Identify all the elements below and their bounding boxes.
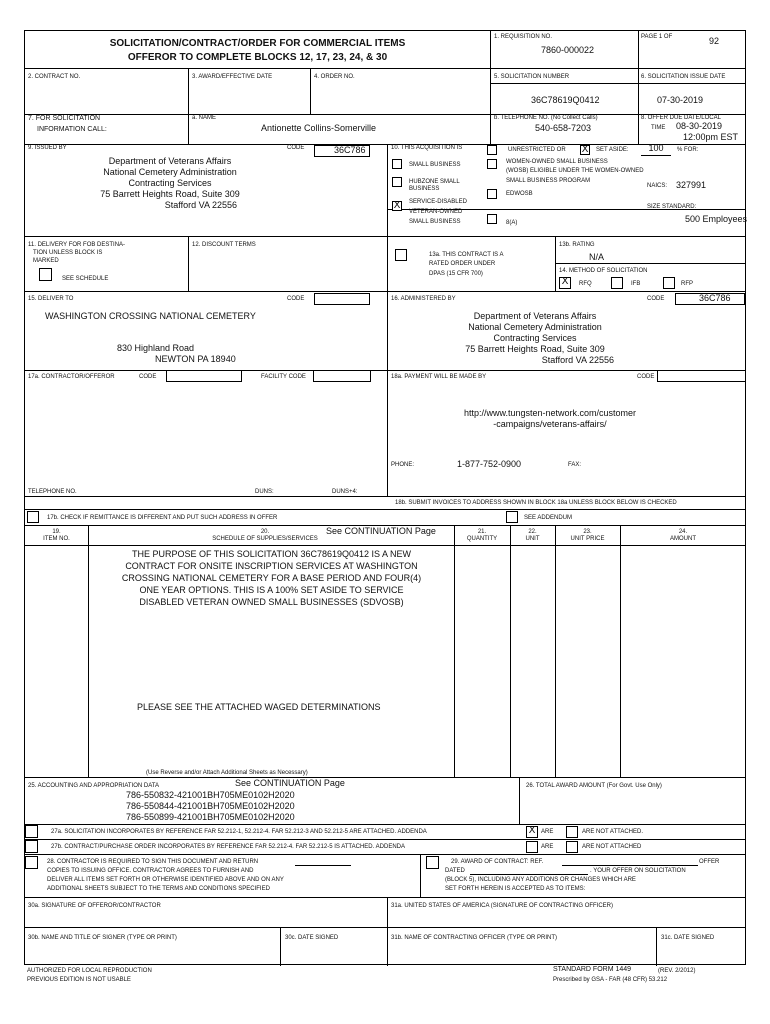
signer-name-label: 30b. NAME AND TITLE OF SIGNER (TYPE OR PRINT): [28, 935, 177, 941]
small-business-checkbox[interactable]: [392, 159, 402, 169]
administered-by-line5: Stafford VA 22556: [541, 355, 614, 365]
8a-label: 8(A): [506, 220, 518, 226]
set-aside-label: SET ASIDE:: [596, 147, 629, 153]
accounting-see-continuation: See CONTINUATION Page: [235, 778, 345, 788]
29-checkbox[interactable]: [426, 856, 439, 869]
col-unit-price-num: 23.: [583, 529, 592, 535]
method-label: 14. METHOD OF SOLICITATION: [559, 268, 648, 274]
sdvosb-checkbox[interactable]: X: [393, 200, 401, 211]
administered-by-code: 36C786: [699, 293, 731, 303]
footer-previous-edition: PREVIOUS EDITION IS NOT USABLE: [27, 977, 131, 983]
administered-by-line1: Department of Veterans Affairs: [473, 311, 597, 321]
29-offer: OFFER: [699, 859, 720, 865]
schedule-line1: THE PURPOSE OF THIS SOLICITATION 36C78619Q0412 IS A NEW: [131, 549, 412, 559]
sdvosb-label3: SMALL BUSINESS: [409, 219, 461, 225]
deliver-to-line1: WASHINGTON CROSSING NATIONAL CEMETERY: [45, 311, 256, 321]
hubzone-checkbox[interactable]: [392, 177, 402, 187]
facility-code-label: FACILITY CODE: [261, 374, 306, 380]
discount-terms-label: 12. DISCOUNT TERMS: [192, 242, 256, 248]
deliver-to-label: 15. DELIVER TO: [28, 296, 74, 302]
form-title-line2: OFFEROR TO COMPLETE BLOCKS 12, 17, 23, 24, & 30: [127, 52, 388, 63]
signature-offeror-label: 30a. SIGNATURE OF OFFEROR/CONTRACTOR: [28, 903, 161, 909]
telephone-no-label: TELEPHONE NO.: [28, 489, 77, 495]
col-unit-label: UNIT: [525, 536, 540, 542]
rated-order-checkbox[interactable]: [395, 249, 407, 261]
footer-authorized: AUTHORIZED FOR LOCAL REPRODUCTION: [27, 968, 152, 974]
award-date-label: 3. AWARD/EFFECTIVE DATE: [192, 74, 273, 80]
col-item-label: ITEM NO.: [43, 536, 70, 542]
issued-by-code: 36C786: [334, 145, 366, 155]
offer-due-label2: TIME: [651, 125, 666, 131]
ifb-checkbox[interactable]: [611, 277, 623, 289]
col-quantity-num: 21.: [477, 529, 487, 535]
edwosb-checkbox[interactable]: [487, 189, 497, 199]
see-addendum-checkbox[interactable]: [506, 511, 518, 523]
ifb-label: IFB: [631, 281, 641, 287]
form-title-line1: SOLICITATION/CONTRACT/ORDER FOR COMMERCIAL ITEMS: [109, 38, 406, 49]
fob-label2: TION UNLESS BLOCK IS: [33, 250, 103, 256]
27b-checkbox[interactable]: [25, 840, 38, 853]
payment-phone-label: PHONE:: [391, 462, 415, 468]
acquisition-label: 10. THIS ACQUISITION IS: [391, 145, 463, 151]
deliver-to-code-label: CODE: [287, 296, 305, 302]
sdvosb-label2: VETERAN-OWNED: [409, 209, 463, 215]
27b-are-label: ARE: [541, 844, 554, 850]
rating-value: N/A: [589, 252, 605, 262]
col-schedule-label: SCHEDULE OF SUPPLIES/SERVICES: [212, 536, 318, 542]
see-schedule-checkbox[interactable]: [39, 268, 52, 281]
28-line1: 28. CONTRACTOR IS REQUIRED TO SIGN THIS DOCUMENT AND RETURN: [47, 859, 259, 865]
set-aside-percent: 100: [648, 143, 664, 153]
payment-url-line1[interactable]: http://www.tungsten-network.com/customer: [463, 408, 637, 418]
footer-revision: (REV. 2/2012): [658, 968, 696, 974]
footer-prescribed: Prescribed by GSA - FAR (48 CFR) 53.212: [553, 977, 668, 983]
payment-fax-label: FAX:: [568, 462, 582, 468]
rfp-checkbox[interactable]: [663, 277, 675, 289]
accounting-line3: 786-550899-421001BH705ME0102H2020: [126, 812, 295, 822]
deliver-to-line2: 830 Highland Road: [117, 343, 195, 353]
schedule-line5: DISABLED VETERAN OWNED SMALL BUSINESSES (SDVOSB): [139, 597, 404, 607]
schedule-line3: CROSSING NATIONAL CEMETERY FOR A BASE PERIOD AND FOUR(4): [121, 573, 422, 583]
col-schedule-see-continuation: See CONTINUATION Page: [326, 526, 436, 536]
solicitation-form: [24, 30, 746, 965]
29-line3: (BLOCK 5), INCLUDING ANY ADDITIONS OR CHANGES WHICH ARE: [445, 877, 636, 883]
col-amount-label: AMOUNT: [670, 536, 696, 542]
issued-by-code-label: CODE: [287, 145, 305, 151]
officer-name-label: 31b. NAME OF CONTRACTING OFFICER (TYPE OR PRINT): [391, 935, 558, 941]
size-standard-value: 500 Employees: [685, 214, 748, 224]
col-schedule-num: 20.: [260, 529, 270, 535]
rfp-label: RFP: [681, 281, 693, 287]
27b-not-attached-label: ARE NOT ATTACHED: [582, 844, 642, 850]
schedule-line4: ONE YEAR OPTIONS. THIS IS A 100% SET ASIDE TO SERVICE: [139, 585, 404, 595]
28-line3: DELIVER ALL ITEMS SET FORTH OR OTHERWISE IDENTIFIED ABOVE AND ON ANY: [47, 877, 284, 883]
deliver-to-line3: NEWTON PA 18940: [155, 354, 236, 364]
info-call-label2: INFORMATION CALL:: [37, 126, 107, 133]
rfq-label: RFQ: [579, 281, 592, 287]
duns4-label: DUNS+4:: [332, 489, 358, 495]
wosb-checkbox[interactable]: [487, 159, 497, 169]
set-aside-checkbox[interactable]: X: [581, 144, 589, 155]
issued-by-line3: Contracting Services: [128, 178, 212, 188]
requisition-value: 7860-000022: [541, 45, 595, 55]
col-unit-num: 22.: [528, 529, 537, 535]
see-schedule-label: SEE SCHEDULE: [62, 276, 109, 282]
issued-by-line1: Department of Veterans Affairs: [108, 156, 232, 166]
solicitation-number-label: 5. SOLICITATION NUMBER: [494, 74, 570, 80]
accounting-line1: 786-550832-421001BH705ME0102H2020: [126, 790, 295, 800]
size-standard-label: SIZE STANDARD:: [647, 204, 697, 210]
footer-standard-form: STANDARD FORM 1449: [553, 966, 632, 973]
schedule-reverse-note: (Use Reverse and/or Attach Additional Sheets as Necessary): [146, 770, 308, 776]
col-amount-num: 24.: [678, 529, 688, 535]
accounting-label: 25. ACCOUNTING AND APPROPRIATION DATA: [28, 783, 160, 789]
issued-by-line4: 75 Barrett Heights Road, Suite 309: [100, 189, 240, 199]
8a-checkbox[interactable]: [487, 214, 497, 224]
administered-by-code-label: CODE: [647, 296, 665, 302]
issued-by-line5: Stafford VA 22556: [164, 200, 237, 210]
wosb-label3: SMALL BUSINESS PROGRAM: [506, 178, 591, 184]
issue-date: 07-30-2019: [657, 95, 704, 105]
percent-for-label: % FOR:: [677, 147, 699, 153]
signature-officer-label: 31a. UNITED STATES OF AMERICA (SIGNATURE OF CONTRACTING OFFICER): [391, 903, 614, 909]
rated-order-label3: DPAS (15 CFR 700): [429, 271, 483, 277]
signer-date-label: 30c. DATE SIGNED: [285, 935, 339, 941]
see-addendum-label: SEE ADDENDUM: [524, 515, 573, 521]
duns-label: DUNS:: [255, 489, 274, 495]
info-call-label1: 7. FOR SOLICITATION: [28, 115, 101, 122]
contractor-code-label: CODE: [139, 374, 157, 380]
page-label: PAGE 1 OF: [641, 34, 673, 40]
rating-label: 13b. RATING: [559, 242, 595, 248]
contractor-label: 17a. CONTRACTOR/OFFEROR: [28, 374, 115, 380]
administered-by-line3: Contracting Services: [493, 333, 577, 343]
28-line2: COPIES TO ISSUING OFFICE. CONTRACTOR AGREES TO FURNISH AND: [47, 868, 254, 874]
offer-due-date: 08-30-2019: [676, 121, 723, 131]
remittance-label: 17b. CHECK IF REMITTANCE IS DIFFERENT AND PUT SUCH ADDRESS IN OFFER: [47, 515, 278, 521]
wosb-label1: WOMEN-OWNED SMALL BUSINESS: [506, 159, 608, 165]
payment-code-label: CODE: [637, 374, 655, 380]
contractor-code-box[interactable]: [166, 370, 242, 382]
administered-by-line4: 75 Barrett Heights Road, Suite 309: [465, 344, 605, 354]
col-unit-price-label: UNIT PRICE: [570, 536, 605, 542]
small-business-label: SMALL BUSINESS: [409, 162, 461, 168]
administered-by-line2: National Cemetery Administration: [468, 322, 602, 332]
administered-by-label: 16. ADMINISTERED BY: [391, 296, 456, 302]
hubzone-label2: BUSINESS: [409, 186, 440, 192]
27a-not-attached-checkbox[interactable]: [566, 826, 578, 838]
27b-not-attached-checkbox[interactable]: [566, 841, 578, 853]
officer-date-label: 31c. DATE SIGNED: [661, 935, 715, 941]
remittance-checkbox[interactable]: [27, 511, 39, 523]
29-line1: 29. AWARD OF CONTRACT: REF.: [451, 859, 544, 865]
accounting-line2: 786-550844-421001BH705ME0102H2020: [126, 801, 295, 811]
rated-order-label2: RATED ORDER UNDER: [429, 261, 496, 267]
offer-due-time: 12:00pm EST: [683, 132, 739, 142]
sdvosb-label1: SERVICE-DISABLED: [409, 199, 467, 205]
submit-invoices-label: 18b. SUBMIT INVOICES TO ADDRESS SHOWN IN BLOCK 18a UNLESS BLOCK BELOW IS CHECKED: [395, 500, 677, 506]
col-quantity-label: QUANTITY: [466, 536, 498, 542]
contact-name: Antionette Collins-Somerville: [261, 123, 377, 133]
27a-not-attached-label: ARE NOT ATTACHED.: [582, 829, 644, 835]
issued-by-label: 9. ISSUED BY: [28, 145, 67, 151]
offer-due-label1: 8. OFFER DUE DATE/LOCAL: [641, 115, 721, 121]
schedule-wage-note: PLEASE SEE THE ATTACHED WAGED DETERMINATIONS: [137, 702, 381, 712]
29-line2: DATED: [445, 868, 465, 874]
payment-label: 18a. PAYMENT WILL BE MADE BY: [391, 374, 487, 380]
27a-are-checkbox[interactable]: X: [526, 826, 538, 838]
telephone-label: b. TELEPHONE NO. (No Collect Calls): [494, 115, 598, 121]
wosb-label2: (WOSB) ELIGIBLE UNDER THE WOMEN-OWNED: [506, 168, 644, 174]
page-count: 92: [709, 36, 720, 46]
payment-code-box: [657, 370, 746, 382]
col-item-num: 19.: [52, 529, 61, 535]
solicitation-number: 36C78619Q0412: [531, 95, 600, 105]
28-line4: ADDITIONAL SHEETS SUBJECT TO THE TERMS AND CONDITIONS SPECIFIED: [47, 886, 270, 892]
27b-label: 27b. CONTRACT/PURCHASE ORDER INCORPORATES BY REFERENCE FAR 52.212-4. FAR 52.212-5 IS ATTACHED. ADDENDA: [51, 844, 405, 850]
schedule-line2: CONTRACT FOR ONSITE INSCRIPTION SERVICES AT WASHINGTON: [125, 561, 418, 571]
fob-label3: MARKED: [33, 258, 59, 264]
27a-label: 27a. SOLICITATION INCORPORATES BY REFERENCE FAR 52.212-1, 52.212-4. FAR 52.212-3 AND 52.212-5 ARE ATTACHED. ADDENDA: [51, 829, 427, 835]
edwosb-label: EDWOSB: [506, 191, 533, 197]
27b-are-checkbox[interactable]: [526, 841, 538, 853]
issue-date-label: 6. SOLICITATION ISSUE DATE: [641, 74, 726, 80]
facility-code-box[interactable]: [313, 370, 371, 382]
contact-phone: 540-658-7203: [535, 123, 592, 133]
deliver-to-code-box: [314, 293, 370, 305]
27a-are-label: ARE: [541, 829, 554, 835]
requisition-label: 1. REQUISITION NO.: [494, 34, 553, 40]
hubzone-label1: HUBZONE SMALL: [409, 179, 460, 185]
total-award-label: 26. TOTAL AWARD AMOUNT (For Govt. Use Only): [526, 783, 662, 789]
issued-by-line2: National Cemetery Administration: [103, 167, 237, 177]
unrestricted-checkbox[interactable]: [487, 145, 497, 155]
27a-checkbox[interactable]: [25, 825, 38, 838]
rated-order-label1: 13a. THIS CONTRACT IS A: [429, 252, 504, 258]
naics-value: 327991: [676, 180, 707, 190]
order-no-label: 4. ORDER NO.: [314, 74, 355, 80]
28-checkbox[interactable]: [25, 856, 38, 869]
fob-label1: 11. DELIVERY FOR FOB DESTINA-: [28, 242, 126, 248]
rfq-checkbox[interactable]: X: [559, 277, 571, 289]
29-line4: SET FORTH HEREIN IS ACCEPTED AS TO ITEMS:: [445, 886, 586, 892]
unrestricted-label: UNRESTRICTED OR: [508, 147, 566, 153]
payment-phone: 1-877-752-0900: [457, 459, 522, 469]
name-label: a. NAME: [192, 115, 217, 121]
naics-label: NAICS:: [647, 183, 668, 189]
contract-no-label: 2. CONTRACT NO.: [28, 74, 81, 80]
payment-url-line2[interactable]: -campaigns/veterans-affairs/: [493, 419, 607, 429]
29-line2b: . YOUR OFFER ON SOLICITATION: [590, 868, 686, 874]
